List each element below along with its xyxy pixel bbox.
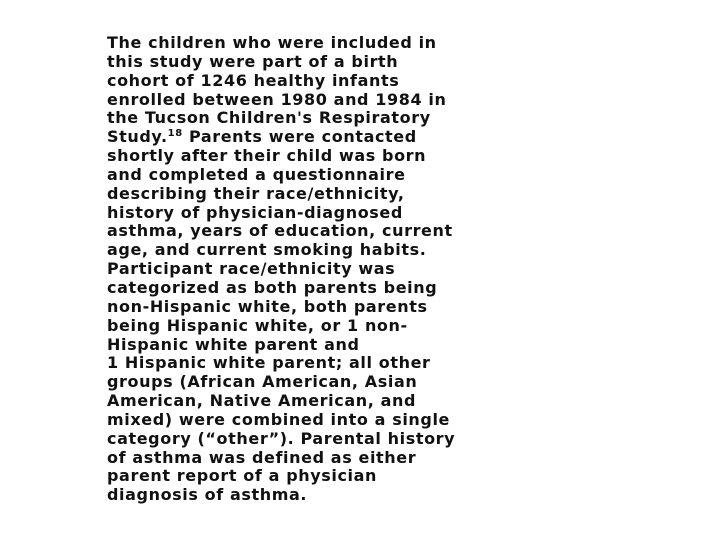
- text-line: and completed a questionnaire: [107, 164, 406, 184]
- text-line: categorized as both parents being: [107, 277, 438, 297]
- text-line: the Tucson Children's Respiratory: [107, 108, 431, 128]
- text-line: asthma, years of education, current: [107, 221, 453, 241]
- line-text: Parents were contacted: [182, 127, 417, 147]
- text-line: enrolled between 1980 and 1984 in: [107, 89, 447, 109]
- text-line: of asthma was defined as either: [107, 447, 417, 467]
- line-text: Study.: [107, 127, 168, 147]
- text-line: this study were part of a birth: [107, 51, 399, 71]
- text-line: Participant race/ethnicity was: [107, 259, 396, 279]
- text-line: [107, 128, 527, 147]
- text-line: being Hispanic white, or 1 non-: [107, 315, 408, 335]
- text-line: parent report of a physician: [107, 466, 378, 486]
- text-line: non-Hispanic white, both parents: [107, 296, 428, 316]
- text-line: 1 Hispanic white parent; all other: [107, 353, 431, 373]
- text-line: describing their race/ethnicity,: [107, 183, 405, 203]
- text-line: shortly after their child was born: [107, 146, 427, 166]
- citation-superscript: 18: [167, 128, 183, 140]
- paragraph: [107, 34, 527, 505]
- text-line: history of physician-diagnosed: [107, 202, 403, 222]
- text-line: age, and current smoking habits.: [107, 240, 427, 260]
- text-line: mixed) were combined into a single: [107, 409, 451, 429]
- text-line: American, Native American, and: [107, 391, 417, 411]
- text-line: diagnosis of asthma.: [107, 485, 308, 505]
- text-line: Hispanic white parent and: [107, 334, 360, 354]
- text-line: The children who were included in: [107, 33, 437, 52]
- text-line: category (“other”). Parental history: [107, 428, 456, 448]
- text-line: cohort of 1246 healthy infants: [107, 70, 400, 90]
- text-line: groups (African American, Asian: [107, 372, 418, 392]
